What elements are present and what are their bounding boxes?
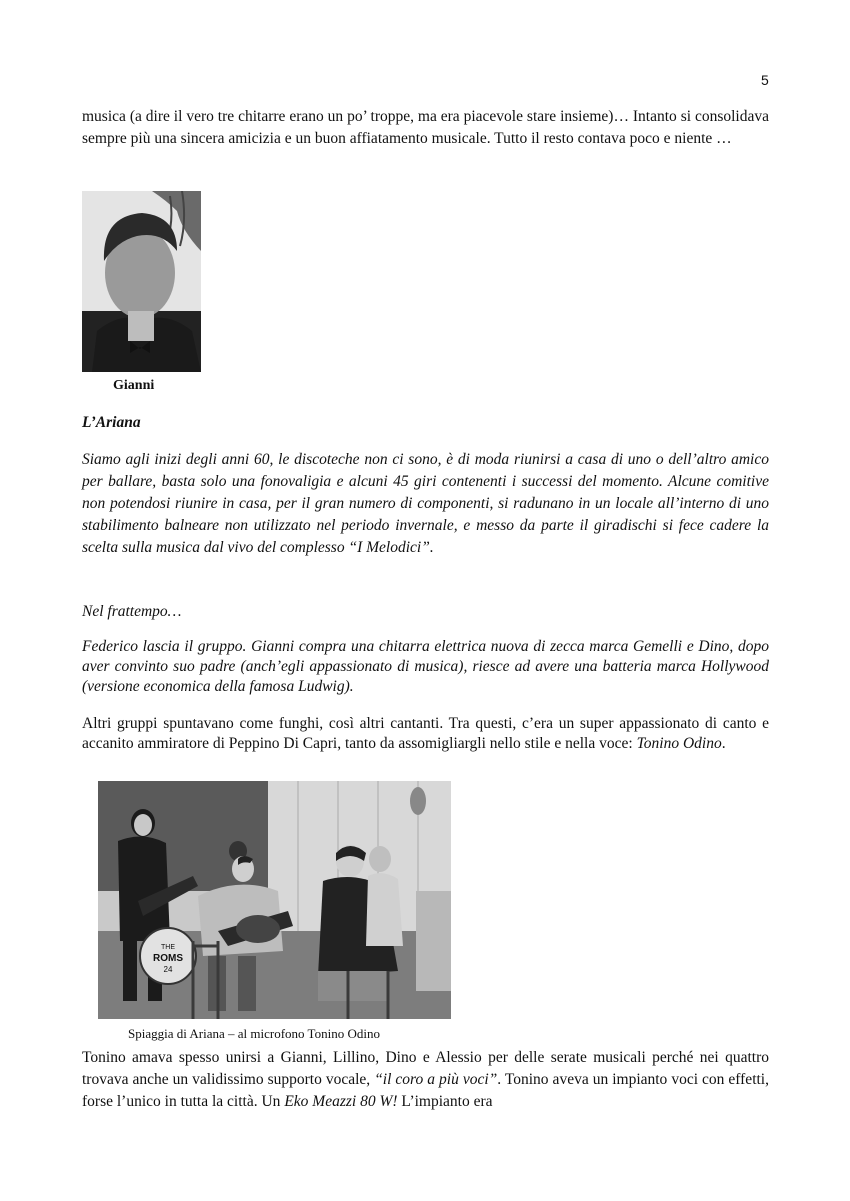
paragraph-impianto-text-c: L’impianto era [397, 1093, 493, 1110]
photo-caption-gianni: Gianni [113, 378, 155, 393]
paragraph-federico: Federico lascia il gruppo. Gianni compra una chitarra elettrica nuova di zecca marca Gemelli e Dino, dopo aver convinto suo padre (anch’egli appassionato di musica), riesce ad avere una batteria marca Hollywood (versione economica della famosa Ludwig). [82, 638, 769, 695]
paragraph-tonino [82, 714, 769, 754]
paragraph-meanwhile: Nel frattempo… [82, 603, 182, 620]
paragraph-tonino-text: Altri gruppi spuntavano come funghi, così altri cantanti. Tra questi, c’era un super appassionato di canto e accanito ammiratore di Peppino Di Capri, tanto da assomigliargli nello stile e nella voce: [82, 715, 769, 752]
quote-coro: “il coro a più voci” [374, 1071, 498, 1088]
drum-text-the: THE [161, 944, 175, 951]
section-heading: L’Ariana [82, 414, 141, 431]
drum-text-number: 24 [163, 965, 173, 974]
drum-text-roms: ROMS [153, 953, 183, 964]
page-number: 5 [761, 72, 769, 88]
singer-name: Tonino Odino [636, 735, 722, 752]
period: . [721, 735, 726, 752]
band-photo [98, 781, 451, 1019]
paragraph-intro: musica (a dire il vero tre chitarre erano un po’ troppe, ma era piacevole stare insieme)… Intanto si consolidava sempre più una sincera amicizia e un buon affiatamento musicale. Tutto il resto contava poco e niente … [82, 108, 769, 147]
paragraph-impianto [82, 1047, 769, 1113]
photo-caption-band: Spiaggia di Ariana – al microfono Tonino Odino [128, 1026, 380, 1041]
paragraph-ariana: Siamo agli inizi degli anni 60, le discoteche non ci sono, è di moda riunirsi a casa di uno o dell’altro amico per ballare, basta solo una fonovaligia e alcuni 45 giri contenenti i successi del momento. Alcune comitive non potendosi riunire in casa, per il gran numero di componenti, si radunano in un locale all’interno di uno stabilimento balneare non utilizzato nel periodo invernale, e messo da parte il giradischi si fece cadere la scelta sulla musica dal vivo del complesso “I Melodici”. [82, 451, 769, 556]
paragraph-impianto-text-b: . Tonino aveva un impianto voci con effetti, forse l’unico in tutta la città. Un [82, 1071, 769, 1110]
portrait-photo-gianni [82, 191, 201, 372]
paragraph-impianto-text-a: Tonino amava spesso unirsi a Gianni, Lillino, Dino e Alessio per delle serate musicali perché nei quattro trovava anche un validissimo supporto vocale, [82, 1049, 769, 1088]
brand-eko: Eko Meazzi 80 W! [284, 1093, 398, 1110]
